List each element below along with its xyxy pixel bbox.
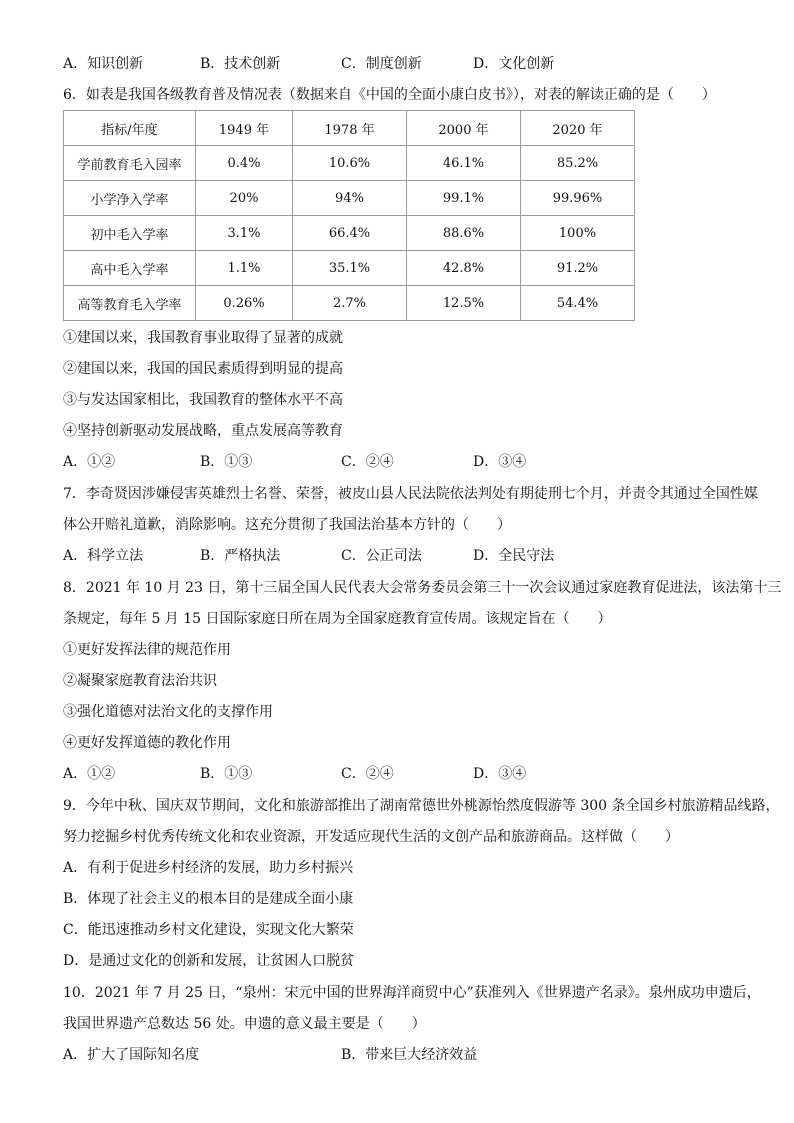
q6-option-a[interactable]: A．①② bbox=[63, 454, 116, 470]
q7-option-c[interactable]: C．公正司法 bbox=[341, 548, 422, 564]
q8-option-d[interactable]: D．③④ bbox=[473, 766, 527, 782]
q10-stem-line-2: 我国世界遗产总数达 56 处。申遗的意义最主要是（ ） bbox=[63, 1016, 426, 1032]
q6-statement-2: ②建国以来，我国的国民素质得到明显的提高 bbox=[63, 361, 343, 377]
table-cell: 学前教育毛入园率 bbox=[64, 146, 196, 181]
table-cell: 高等教育毛入学率 bbox=[64, 286, 196, 321]
table-header-cell: 指标/年度 bbox=[64, 111, 196, 146]
table-cell: 10.6% bbox=[293, 146, 407, 181]
q8-stem-line-2: 条规定，每年 5 月 15 日国际家庭日所在周为全国家庭教育宣传周。该规定旨在（ ） bbox=[63, 611, 612, 627]
q7-stem-line-2: 体公开赔礼道歉，消除影响。这充分贯彻了我国法治基本方针的（ ） bbox=[63, 517, 511, 533]
table-cell: 94% bbox=[293, 181, 407, 216]
table-cell: 100% bbox=[521, 216, 635, 251]
q9-option-b[interactable]: B．体现了社会主义的根本目的是建成全面小康 bbox=[63, 891, 354, 907]
q5-option-c[interactable]: C．制度创新 bbox=[341, 56, 422, 72]
table-cell: 20% bbox=[196, 181, 293, 216]
q7-option-d[interactable]: D．全民守法 bbox=[473, 548, 555, 564]
q10-options bbox=[63, 1045, 623, 1065]
table-cell: 88.6% bbox=[407, 216, 521, 251]
q5-options bbox=[63, 54, 623, 74]
table-cell: 66.4% bbox=[293, 216, 407, 251]
table-row bbox=[64, 251, 635, 286]
table-row bbox=[64, 286, 635, 321]
q9-option-d[interactable]: D．是通过文化的创新和发展，让贫困人口脱贫 bbox=[63, 953, 355, 969]
q6-stem: 6．如表是我国各级教育普及情况表（数据来自《中国的全面小康白皮书》），对表的解读正确的是（ ） bbox=[63, 87, 716, 103]
q8-statement-3: ③强化道德对法治文化的支撑作用 bbox=[63, 704, 273, 720]
q8-option-c[interactable]: C．②④ bbox=[341, 766, 394, 782]
q6-option-c[interactable]: C．②④ bbox=[341, 454, 394, 470]
q8-stem-line-1: 8．2021 年 10 月 23 日，第十三届全国人民代表大会常务委员会第三十一次会议通过家庭教育促进法，该法第十三 bbox=[63, 580, 782, 596]
q9-stem-line-2: 努力挖掘乡村优秀传统文化和农业资源，开发适应现代生活的文创产品和旅游商品。这样做（ ） bbox=[63, 829, 679, 845]
table-cell: 高中毛入学率 bbox=[64, 251, 196, 286]
table-cell: 2.7% bbox=[293, 286, 407, 321]
q9-stem-line-1: 9．今年中秋、国庆双节期间，文化和旅游部推出了湖南常德世外桃源怡然度假游等 300 条全国乡村旅游精品线路， bbox=[63, 798, 780, 814]
q6-option-b[interactable]: B．①③ bbox=[200, 454, 253, 470]
q8-option-a[interactable]: A．①② bbox=[63, 766, 116, 782]
q6-statement-1: ①建国以来，我国教育事业取得了显著的成就 bbox=[63, 330, 343, 346]
q6-statement-3: ③与发达国家相比，我国教育的整体水平不高 bbox=[63, 392, 343, 408]
table-cell: 0.26% bbox=[196, 286, 293, 321]
table-cell: 0.4% bbox=[196, 146, 293, 181]
table-row bbox=[64, 181, 635, 216]
q5-option-a[interactable]: A．知识创新 bbox=[63, 56, 144, 72]
education-table bbox=[63, 110, 635, 321]
table-header-cell: 1978 年 bbox=[293, 111, 407, 146]
q9-option-c[interactable]: C．能迅速推动乡村文化建设，实现文化大繁荣 bbox=[63, 922, 354, 938]
table-cell: 91.2% bbox=[521, 251, 635, 286]
table-header-cell: 2000 年 bbox=[407, 111, 521, 146]
q7-stem-line-1: 7．李奇贤因涉嫌侵害英雄烈士名誉、荣誉，被皮山县人民法院依法判处有期徒刑七个月，并责令其通过全国性媒 bbox=[63, 486, 758, 502]
q7-option-a[interactable]: A．科学立法 bbox=[63, 548, 144, 564]
table-cell: 42.8% bbox=[407, 251, 521, 286]
table-header-cell: 2020 年 bbox=[521, 111, 635, 146]
q7-options bbox=[63, 546, 623, 566]
table-cell: 99.96% bbox=[521, 181, 635, 216]
table-header-row bbox=[64, 111, 635, 146]
table-cell: 54.4% bbox=[521, 286, 635, 321]
q6-option-d[interactable]: D．③④ bbox=[473, 454, 527, 470]
q5-option-d[interactable]: D．文化创新 bbox=[473, 56, 555, 72]
q8-statement-1: ①更好发挥法律的规范作用 bbox=[63, 642, 231, 658]
q6-statement-4: ④坚持创新驱动发展战略，重点发展高等教育 bbox=[63, 423, 343, 439]
table-cell: 小学净入学率 bbox=[64, 181, 196, 216]
table-cell: 46.1% bbox=[407, 146, 521, 181]
q8-option-b[interactable]: B．①③ bbox=[200, 766, 253, 782]
table-cell: 99.1% bbox=[407, 181, 521, 216]
q9-option-a[interactable]: A．有利于促进乡村经济的发展，助力乡村振兴 bbox=[63, 860, 354, 876]
table-cell: 初中毛入学率 bbox=[64, 216, 196, 251]
q8-statement-4: ④更好发挥道德的教化作用 bbox=[63, 735, 231, 751]
table-cell: 35.1% bbox=[293, 251, 407, 286]
table-header-cell: 1949 年 bbox=[196, 111, 293, 146]
q8-statement-2: ②凝聚家庭教育法治共识 bbox=[63, 673, 217, 689]
q6-options bbox=[63, 452, 623, 472]
q10-option-a[interactable]: A．扩大了国际知名度 bbox=[63, 1047, 200, 1063]
q5-option-b[interactable]: B．技术创新 bbox=[200, 56, 281, 72]
table-cell: 12.5% bbox=[407, 286, 521, 321]
table-cell: 85.2% bbox=[521, 146, 635, 181]
q10-option-b[interactable]: B．带来巨大经济效益 bbox=[341, 1047, 478, 1063]
q10-stem-line-1: 10．2021 年 7 月 25 日，“泉州：宋元中国的世界海洋商贸中心”获准列入《世界遗产名录》。泉州成功申遗后， bbox=[63, 985, 761, 1001]
table-cell: 3.1% bbox=[196, 216, 293, 251]
q7-option-b[interactable]: B．严格执法 bbox=[200, 548, 281, 564]
table-row bbox=[64, 216, 635, 251]
q8-options bbox=[63, 764, 623, 784]
table-cell: 1.1% bbox=[196, 251, 293, 286]
table-row bbox=[64, 146, 635, 181]
